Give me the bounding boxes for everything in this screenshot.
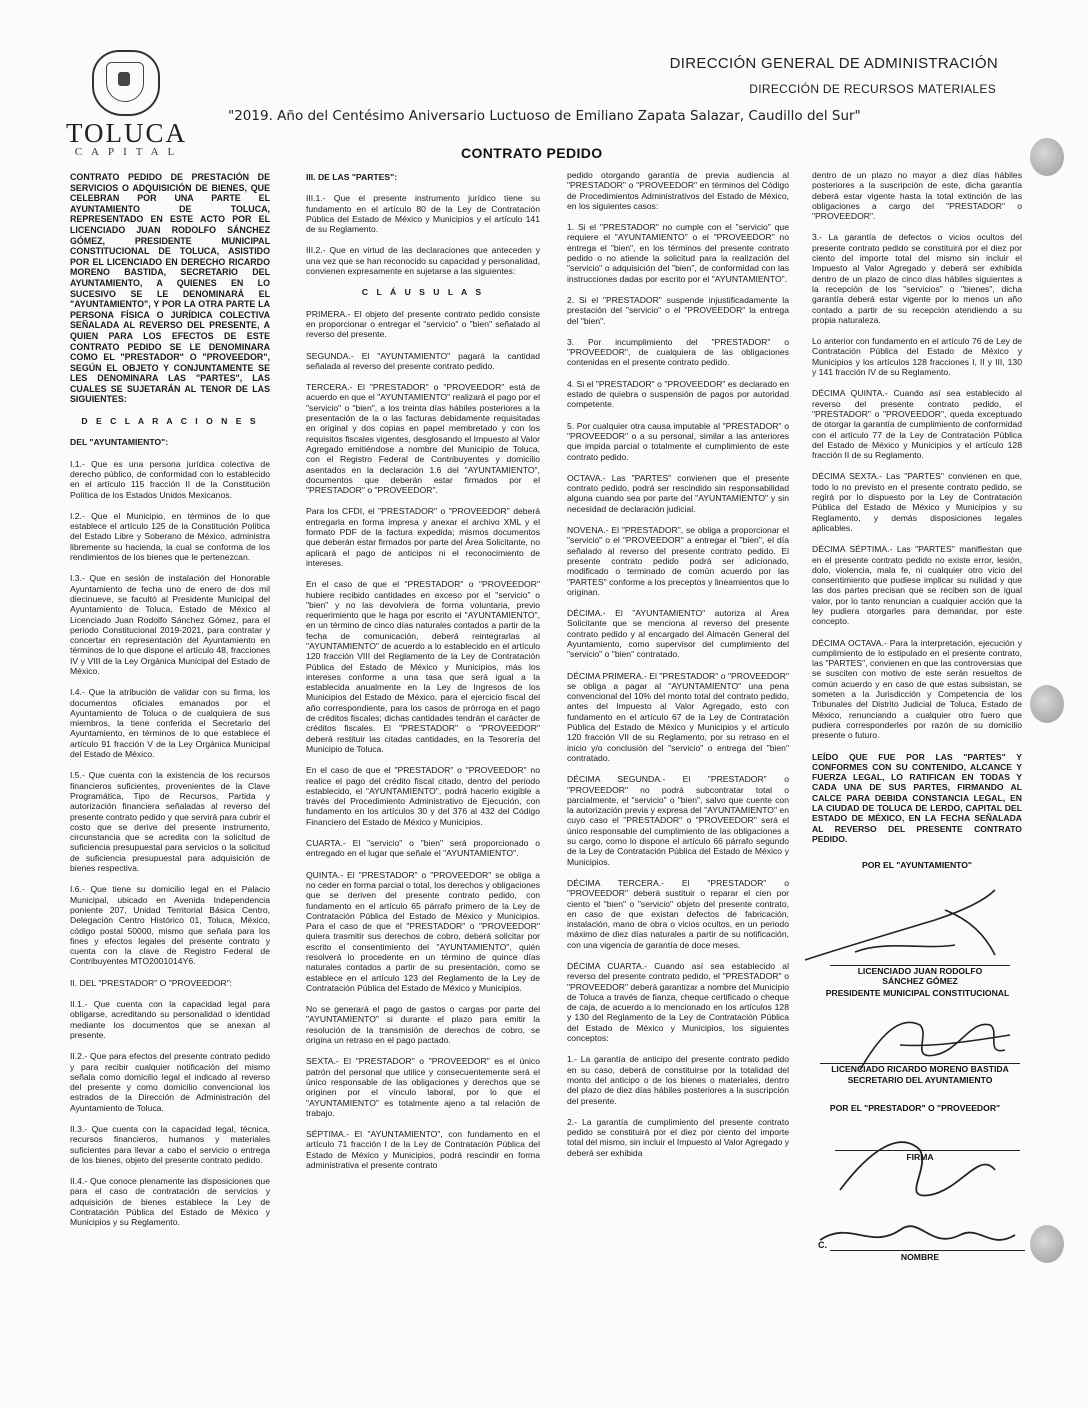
declaration-ii2: II.2.- Que para efectos del presente contrato pedido y para recibir cualquier notificación del mismo señala como domicilio legal el indicado al reverso del presente y como domicilio convencional los estrados de la Dirección de Administración del Ayuntamiento de Toluca. [70, 1051, 270, 1113]
clause-sexta: SEXTA.- El "PRESTADOR" o "PROVEEDOR" es el único patrón del personal que utilice y consecuentemente será el único responsable de las obligaciones y derechos que se originen por el vínculo laboral, por lo que el "AYUNTAMIENTO" es totalmente ajeno a tal relación de trabajo. [306, 1056, 540, 1118]
guarantee-2-cont: dentro de un plazo no mayor a diez días hábiles posteriores a la suscripción de este, dicha garantía deberá estar vigente hasta la total extinción de las obligaciones a cargo del "PRESTADOR" o "PROVEEDOR". [812, 170, 1022, 222]
municipal-seal-icon [92, 50, 160, 116]
rescission-case-1: 1. Si el "PRESTADOR" no cumple con el "servicio" que requiere el "AYUNTAMIENTO" o el "PROVEEDOR" no entrega el "bien", en los términos del presente contrato pedido o no atiende la solicitud para la realización del "servicio" o adquisición del "bien", de conformidad con las instrucciones dadas por escrito por el "AYUNTAMIENTO". [567, 222, 789, 284]
declaration-i6: I.6.- Que tiene su domicilio legal en el Palacio Municipal, ubicado en Avenida Independencia poniente 207, Unidad Territorial Básica Centro, Delegación Centro Histórico 01, Toluca, México, código postal 50000, mismo que señala para los fines y efectos legales del presente contrato y cuenta con la clave de Registro Federal de Contribuyentes MTO2001014Y6. [70, 884, 270, 967]
subdirection-heading: DIRECCIÓN DE RECURSOS MATERIALES [749, 82, 996, 96]
clause-decima-septima: DÉCIMA SÉPTIMA.- Las "PARTES" manifiestan que en el presente contrato pedido no existe error, lesión, dolo, violencia, mala fe, ni cualquier otro vicio del consentimiento que pudiese implicar su nulidad y que las dos partes precisan que se reciben son de igual valor, por lo tanto renuncian a cualquier acción que la ley pudiera otorgarles para demandar, por este concepto. [812, 544, 1022, 627]
punch-hole-icon [1030, 1225, 1064, 1263]
clause-decima-segunda: DÉCIMA SEGUNDA.- El "PRESTADOR" o "PROVEEDOR" no podrá subcontratar total o parcialmente, el "servicio" o "bien", salvo que cuente con la autorización previa y expresa del "AYUNTAMIENTO" en cuyo caso el "PRESTADOR" o "PROVEEDOR" será el único responsable del cumplimiento de las obligaciones a su cargo, como lo dispone el artículo 66 párrafo segundo de la Ley de Contratación Pública del Estado de México y Municipios. [567, 774, 789, 867]
secretario-title: SECRETARIO DEL AYUNTAMIENTO [847, 1075, 993, 1085]
clause-quinta: QUINTA.- El "PRESTADOR" o "PROVEEDOR" se obliga a no ceder en forma parcial o total, los derechos y obligaciones que se deriven del presente contrato pedido, con fundamento en el artículo 65 párrafo primero de la Ley de Contratación Pública del Estado de México y Municipios. Para el caso de que el "PRESTADOR" o "PROVEEDOR" quiera trasmitir sus derechos de cobro, deberá solicitar por escrito el consentimiento del "AYUNTAMIENTO", quién resolverá lo procedente en un término de quince días naturales contados a partir de su presentación, como se establece en el artículo 123 del Reglamento de la Ley de Contratación Pública del Estado de México y Municipios. [306, 869, 540, 993]
por-ayuntamiento-label: POR EL "AYUNTAMIENTO" [861, 860, 972, 870]
direction-heading: DIRECCIÓN GENERAL DE ADMINISTRACIÓN [669, 55, 998, 72]
declaration-i2: I.2.- Que el Municipio, en términos de lo que establece el artículo 125 de la Constitución Política del Estado Libre y Soberano de México, administra libremente su hacienda, la cual se conforma de los rendimientos de los bienes que le pertenezcan. [70, 510, 270, 563]
clause-septima-cont: pedido otorgando garantía de previa audiencia al "PRESTADOR" o "PROVEEDOR" en términos del Código de Procedimientos Administrativos del Estado de México, en los siguientes casos: [567, 170, 789, 211]
declaration-iii1: III.1.- Que el presente instrumento jurídico tiene su fundamento en el artículo 80 de la Ley de Contratación Pública del Estado de México y Municipios y el artículo 141 de su Reglamento. [306, 193, 540, 235]
nombre-label: NOMBRE [900, 1252, 940, 1262]
section-iii-heading: III. DE LAS "PARTES": [306, 172, 398, 182]
declaration-i3: I.3.- Que en sesión de instalación del Honorable Ayuntamiento de fecha uno de enero de dos mil diecinueve, se facultó al Presidente Municipal del Ayuntamiento de Toluca, Estado de México al Licenciado Juan Rodolfo Sánchez Gómez, para el periodo Constitucional 2019-2021, para contratar y concertar en representación del Ayuntamiento en términos de lo que dispone el artículo 48, fracciones IV y VIII de la Ley Orgánica Municipal del Estado de México. [70, 573, 270, 676]
clause-decima: DÉCIMA.- El "AYUNTAMIENTO" autoriza al Área Solicitante que se menciona al reverso del presente contrato pedido y al encargado del Almacén General del Ayuntamiento, como supervisor del cumplimiento del "servicio" o "bien" contratado. [567, 608, 789, 660]
prestador-signature [810, 1110, 1030, 1260]
rescission-case-5: 5. Por cualquier otra causa imputable al "PRESTADOR" o "PROVEEDOR" o a su personal, similar a las anteriores que impida parcial o totalmente el cumplimiento de este contrato pedido. [567, 420, 789, 462]
guarantee-1: 1.- La garantía de anticipo del presente contrato pedido en su caso, deberá de constituirse por la totalidad del monto del anticipo o de los bienes o materiales, dentro del plazo de diez días hábiles posteriores a la suscripción del presente. [567, 1054, 789, 1106]
clause-decima-primera: DÉCIMA PRIMERA.- El "PRESTADOR" o "PROVEEDOR" se obliga a pagar al "AYUNTAMIENTO" una pena convencional del 10% del monto total del contrato pedido, antes del Impuesto al Valor Agregado, esto con fundamento en el artículo 67 de la Ley de Contratación Pública del Estado de México y Municipios y el artículo 120 fracción VII de su Reglamento, por su retraso en el inicio y/o conclusión del "servicio" o entrega del "bien" contratado. [567, 670, 789, 763]
rescission-case-3: 3. Por incumplimiento del "PRESTADOR" o "PROVEEDOR", de cualquiera de las obligaciones contenidas en el presente contrato pedido. [567, 336, 789, 368]
declaration-iii2: III.2.- Que en virtud de las declaraciones que anteceden y una vez que se han reconocido su capacidad y personalidad, convienen expresamente en sujetarse a las siguientes: [306, 245, 540, 277]
toluca-logo [66, 50, 188, 158]
section-ii-heading: II. DEL "PRESTADOR" O "PROVEEDOR": [70, 977, 233, 988]
punch-hole-icon [1030, 685, 1064, 723]
clause-segunda: SEGUNDA.- El "AYUNTAMIENTO" pagará la cantidad señalada al reverso del presente contrato pedido. [306, 350, 540, 371]
firma-label: FIRMA [906, 1152, 934, 1162]
legal-basis: Lo anterior con fundamento en el artículo 76 de Ley de Contratación Pública del Estado de México y Municipios y los artículos 128 fracciones I, II y III, 130 y 141 fracción IV de su Reglamento. [812, 336, 1022, 378]
clause-tercera-exceso: En el caso de que el "PRESTADOR" o "PROVEEDOR" hubiere recibido cantidades en exceso por el "servicio" o "bien" y no las devolviera de forma voluntaria, previo requerimiento que le haga por escrito el "AYUNTAMIENTO", en un término de cinco días naturales contados a partir de la fecha de comunicación, deberá reintegrarlas al "AYUNTAMIENTO" de acuerdo a lo establecido en el artículo 120 fracción VIII del Reglamento de la Ley de Contratación Pública del Estado de México y Municipios, más los intereses conforme a una tasa que será igual a la establecida anualmente en la Ley de Ingresos de los Municipios del Estado de México, para el ejercicio fiscal del año correspondiente, para los casos de prórroga en el pago de créditos fiscales; dichas cantidades tendrán el carácter de créditos fiscales. El "PRESTADOR" o "PROVEEDOR" deberá restituir las citadas cantidades, en la Tesorería del Municipio de Toluca. [306, 579, 540, 754]
presidente-name: LICENCIADO JUAN RODOLFO SÁNCHEZ GÓMEZ [857, 966, 983, 986]
column-2 [306, 172, 540, 1181]
clause-tercera: TERCERA.- El "PRESTADOR" o "PROVEEDOR" está de acuerdo en que el "AYUNTAMIENTO" realizará el pago por el "servicio" o "bien", a los treinta días hábiles posteriores a la presentación de la o las facturas debidamente requisitadas en original y dos copias en papel membretado y con los requisitos fiscales vigentes, desglosando el Impuesto al Valor Agregado emitiéndose a nombre del Municipio de Toluca, con el Registro Federal de Contribuyentes y domicilio asentados en la declaración 1.6 del "AYUNTAMIENTO", documentos que deberán estar firmados por el "PRESTADOR" o "PROVEEDOR". [306, 382, 540, 496]
rescission-case-4: 4. Si el "PRESTADOR" o "PROVEEDOR" es declarado en estado de quiebra o suspensión de pagos por autoridad competente. [567, 378, 789, 410]
declaration-ii4: II.4.- Que conoce plenamente las disposiciones que para el caso de contratación de servicios y adquisición de bienes establece la Ley de Contratación Pública del Estado de México y Municipios y su Reglamento. [70, 1176, 270, 1228]
declaration-i1: I.1.- Que es una persona jurídica colectiva de derecho público, de conformidad con lo establecido en el artículo 115 fracción II de la Constitución Política de los Estados Unidos Mexicanos. [70, 458, 270, 500]
clause-quinta-gastos: No se generará el pago de gastos o cargas por parte del "AYUNTAMIENTO" si durante el plazo para emitir la resolución de la transmisión de derechos de cobro, se origina un retraso en el pago pactado. [306, 1004, 540, 1046]
year-motto: "2019. Año del Centésimo Aniversario Luctuoso de Emiliano Zapata Salazar, Caudillo del Sur" [228, 108, 861, 124]
clause-octava: OCTAVA.- Las "PARTES" convienen que el presente contrato pedido, podrá ser rescindido sin responsabilidad alguna cuando sea por parte del "AYUNTAMIENTO" y sin necesidad de declaración judicial. [567, 472, 789, 514]
column-3 [567, 170, 789, 1169]
clause-decima-cuarta: DÉCIMA CUARTA.- Cuando así sea establecido al reverso del presente contrato pedido, el "PRESTADOR" o "PROVEEDOR" deberá garantizar a nombre del Municipio de Toluca a través de fianza, cheque certificado o cheque de caja, de acuerdo a lo mencionado en los artículos 128 y 130 del Reglamento de la Ley de Contratación Pública del Estado de México y Municipios, los siguientes conceptos: [567, 961, 790, 1044]
clause-primera: PRIMERA.- El objeto del presente contrato pedido consiste en proporcionar o entregar el "servicio" o "bien" señalado al reverso del presente. [306, 308, 540, 340]
clauses-heading: C L Á U S U L A S [361, 287, 485, 298]
rescission-case-2: 2. Si el "PRESTADOR" suspende injustificadamente la prestación del "servicio" o el "PROVEEDOR" la entrega del "bien". [567, 294, 789, 326]
section-i-heading: DEL "AYUNTAMIENTO": [70, 437, 169, 448]
closing-statement: LEÍDO QUE FUE POR LAS "PARTES" Y CONFORMES CON SU CONTENIDO, ALCANCE Y FUERZA LEGAL, LO RATIFICAN EN TODAS Y CADA UNA DE SUS PARTES, FIRMANDO AL CALCE PARA DEBIDA CONSTANCIA LEGAL, EN LA CIUDAD DE TOLUCA DE LERDO, CAPITAL DEL ESTADO DE MÉXICO, EN LA FECHA SEÑALADA AL REVERSO DEL PRESENTE CONTRATO PEDIDO. [812, 751, 1022, 844]
declaration-ii3: II.3.- Que cuenta con la capacidad legal, técnica, recursos financieros, humanos y materiales suficientes para llevar a cabo el servicio o entrega de los bienes, objeto del presente contrato pedido. [70, 1123, 270, 1165]
firma-line [835, 1150, 1020, 1151]
logo-subtitle: CAPITAL [74, 146, 184, 158]
contract-intro: CONTRATO PEDIDO DE PRESTACIÓN DE SERVICIOS O ADQUISICIÓN DE BIENES, QUE CELEBRAN POR UNA PARTE EL AYUNTAMIENTO DE TOLUCA, REPRESENTADO EN ESTE ACTO POR EL LICENCIADO JUAN RODOLFO SÁNCHEZ GÓMEZ, PRESIDENTE MUNICIPAL CONSTITUCIONAL DE TOLUCA, ASISTIDO POR EL LICENCIADO EN DERECHO RICARDO MORENO BASTIDA, SECRETARIO DEL AYUNTAMIENTO, A QUIENES EN LO SUCESIVO SE LE DENOMINARÁ EL "AYUNTAMIENTO", Y POR LA OTRA PARTE LA PERSONA FÍSICA O JURÍDICA COLECTIVA SEÑALADA AL REVERSO DEL PRESENTE, A QUIEN PARA LOS EFECTOS DE ESTE CONTRATO PEDIDO SE LE DENOMINARA COMO EL "PRESTADOR" O "PROVEEDOR", SEGÚN EL OBJETO Y CONJUNTAMENTE SE LES DENOMINARA LAS "PARTES", LAS CUALES SE SUJETARÁN AL TENOR DE LAS SIGUIENTES: [70, 172, 270, 405]
clause-tercera-cfdi: Para los CFDI, el "PRESTADOR" o "PROVEEDOR" deberá entregarla en forma impresa y anexar el archivo XML y el formato PDF de la factura expedida; mismos documentos que deberán estar firmados por parte del Área Solicitante, no aplicará el pago de anticipos ni el reconocimiento de intereses. [306, 506, 540, 568]
clause-decima-tercera: DÉCIMA TERCERA.- El "PRESTADOR" o "PROVEEDOR" deberá sustituir o reparar el cien por ciento el "bien" o "servicio" objeto del presente contrato, en caso de que existan defectos de fabricación, instalación, mano de obra o vicios ocultos, en un periodo máximo de diez días naturales a partir de su notificación, con una vigencia de garantía de doce meses. [567, 877, 789, 950]
c-prefix: C. [818, 1240, 827, 1250]
clause-novena: NOVENA.- El "PRESTADOR", se obliga a proporcionar el "servicio" o el "PROVEEDOR" a entregar el "bien", el día señalado al reverso del presente contrato pedido. El presente contrato pedido podrá ser adicionado, modificado o terminado de común acuerdo por las "PARTES" conforme a los preceptos y lineamientos que lo originan. [567, 525, 789, 597]
clause-tercera-credito: En el caso de que el "PRESTADOR" o "PROVEEDOR" no realice el pago del crédito fiscal citado, dentro del periodo establecido, el "AYUNTAMIENTO", podrá hacerlo exigible a través del Procedimiento Administrativo de Ejecución, con fundamento en los artículos 30 y del 376 al 432 del Código Financiero del Estado de México y Municipios. [306, 765, 540, 827]
guarantee-3: 3.- La garantía de defectos o vicios ocultos del presente contrato pedido se constituirá por el diez por ciento del importe total del mismo sin incluir el Impuesto al Valor Agregado y deberá ser exhibida dentro de un plazo de cinco días hábiles siguientes a la recepción de los "servicios" o "bienes", dicha garantía deberá estar vigente por lo menos un año contado a partir de su recepción atendiendo a su propia naturaleza. [812, 232, 1022, 325]
presidente-signature [795, 880, 1025, 975]
column-1 [70, 172, 270, 1239]
secretario-name: LICENCIADO RICARDO MORENO BASTIDA [831, 1064, 1009, 1074]
document-title: CONTRATO PEDIDO [461, 145, 603, 161]
column-4 [812, 170, 1022, 855]
logo-name: TOLUCA [66, 118, 188, 148]
declaration-i4: I.4.- Que la atribución de validar con su firma, los documentos oficiales emanados por el Ayuntamiento de Toluca o de cualquiera de sus miembros, la tiene conferida el Secretario del Ayuntamiento, en términos de lo que establece el artículo 91 fracción V de la Ley Orgánica Municipal del Estado de México. [70, 687, 270, 760]
presidente-title: PRESIDENTE MUNICIPAL CONSTITUCIONAL [825, 988, 1010, 998]
declarations-heading: D E C L A R A C I O N E S [81, 416, 259, 427]
por-prestador-label: POR EL "PRESTADOR" O "PROVEEDOR" [829, 1103, 1001, 1113]
declaration-ii1: II.1.- Que cuenta con la capacidad legal para obligarse, acreditando su personalidad o identidad mediante los documentos que se anexan al presente. [70, 999, 270, 1040]
clause-decima-sexta: DÉCIMA SEXTA.- Las "PARTES" convienen en que, todo lo no previsto en el presente contrato pedido, se regirá por lo dispuesto por la Ley de Contratación Pública del Estado de México y Municipios y su Reglamento, y demás disposiciones legales aplicables. [812, 471, 1022, 533]
punch-hole-icon [1030, 138, 1064, 176]
clause-septima: SÉPTIMA.- El "AYUNTAMIENTO", con fundamento en el artículo 71 fracción I de la Ley de Contratación Pública del Estado de México y Municipios, podrá rescindir en forma administrativa el presente contrato [306, 1129, 540, 1171]
declaration-i5: I.5.- Que cuenta con la existencia de los recursos financieros suficientes, provenientes de la Clave Programática, Tipo de Recursos, Partida y autorización financiera señaladas al reverso del presente contrato pedido y que servirá para cubrir el costo que se derive del presente instrumento, circunstancia que se acredita con la solicitud de suficiencia presupuestal para servicios o la solicitud de suficiencia presupuestal para adquisición de bienes respectiva. [70, 770, 270, 874]
nombre-line [830, 1250, 1025, 1251]
clause-decima-quinta: DÉCIMA QUINTA.- Cuando así sea establecido al reverso del presente contrato pedido, el "PRESTADOR" o "PROVEEDOR", queda exceptuado de otorgar la garantía de cumplimiento de conformidad con el artículo 77 de la Ley de Contratación Pública del Estado de México y Municipios y el artículo 128 fracción II de su Reglamento. [812, 388, 1022, 461]
clause-decima-octava: DÉCIMA OCTAVA.- Para la interpretación, ejecución y cumplimiento de lo estipulado en el presente contrato, las "PARTES", convienen en que las controversias que se susciten con motivo de este serán resueltos de común acuerdo y en caso de que estas subsistan, se someten a la Jurisdicción y Competencia de los Tribunales del Distrito Judicial de Toluca, Estado de México, renunciando a cualquier otro fuero que pudiera corresponderles por razón de su domicilio presente o futuro. [812, 637, 1022, 741]
guarantee-2: 2.- La garantía de cumplimiento del presente contrato pedido se constituirá por el diez por ciento del importe total del mismo, sin incluir el Impuesto al Valor Agregado y deberá ser exhibida [567, 1116, 789, 1158]
clause-cuarta: CUARTA.- El "servicio" o "bien" será proporcionado o entregado en el lugar que señale el "AYUNTAMIENTO". [306, 838, 540, 859]
